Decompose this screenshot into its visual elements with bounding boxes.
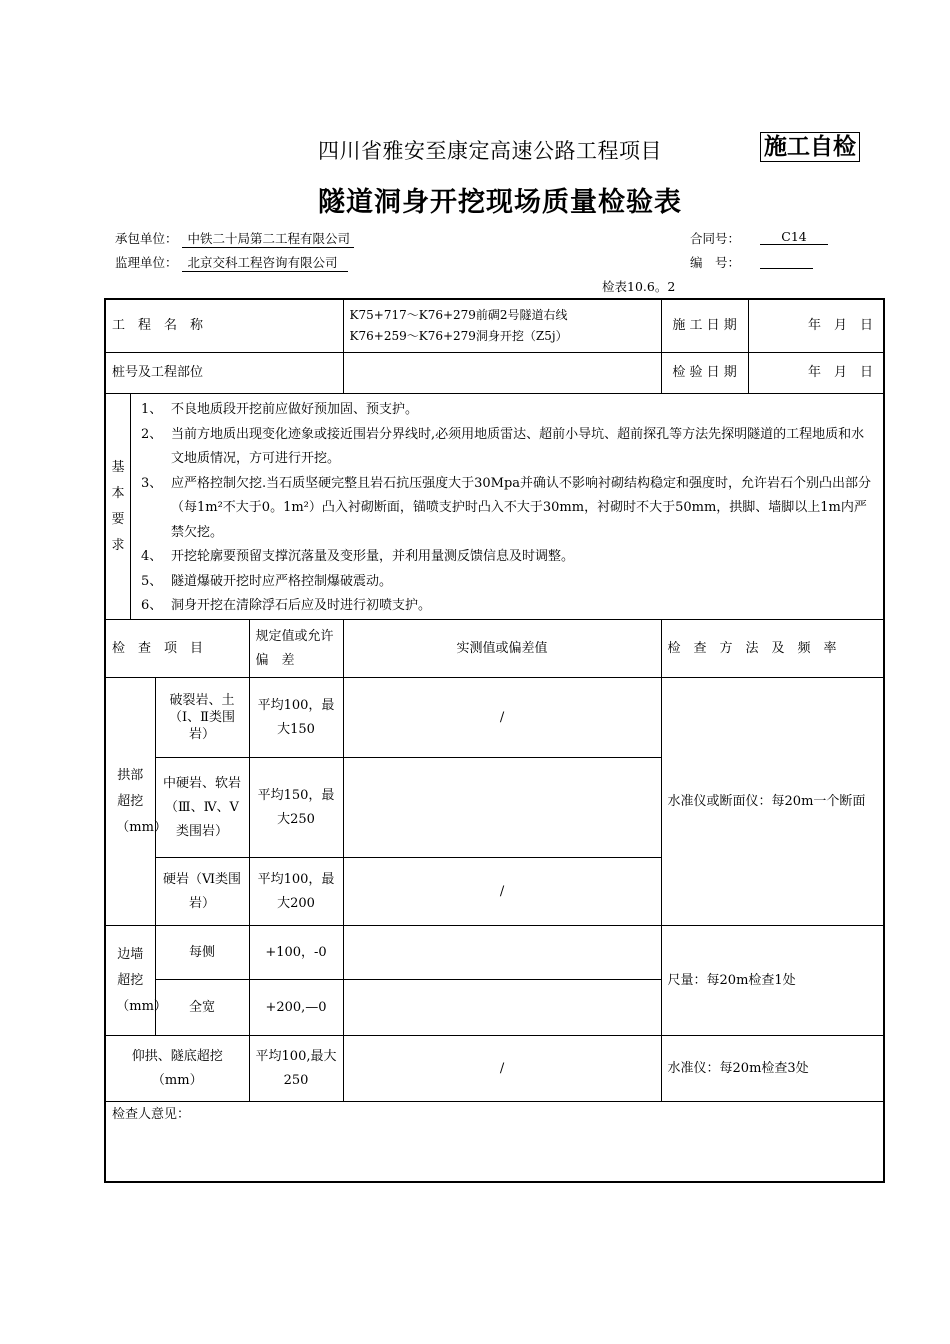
wall-measured-2[interactable]: [343, 980, 661, 1036]
construction-date-value[interactable]: 年 月 日: [808, 318, 874, 333]
arch-measured-1[interactable]: /: [343, 678, 661, 758]
col-measured-header: 实测值或偏差值: [343, 620, 661, 678]
requirement-text: 隧道爆破开挖时应严格控制爆破震动。: [171, 573, 393, 589]
arch-rock-2: 中硬岩、软岩（Ⅲ、Ⅳ、Ⅴ类围岩）: [155, 758, 249, 858]
arch-method: 水准仪或断面仪：每20m一个断面: [661, 678, 884, 926]
arch-spec-2: 平均150，最大250: [249, 758, 343, 858]
invert-spec: 平均100,最大250: [249, 1036, 343, 1102]
basic-requirements: [105, 394, 884, 620]
station-label: 桩号及工程部位: [105, 353, 343, 394]
requirement-text: 应严格控制欠挖.当石质坚硬完整且岩石抗压强度大于30Mpa并确认不影响衬砌结构稳定和强度时，允许岩石个别凸出部分（每1m²不大于0。1m²）凸入衬砌断面，锚喷支护时凸入不大于30mm，衬砌时不大于50mm，拱脚、墙脚以上1m内严禁欠挖。: [171, 475, 872, 540]
requirement-item: [137, 398, 877, 423]
project-name-cell: [343, 299, 661, 353]
supervisor-label: 监理单位：: [115, 255, 178, 270]
requirement-text: 开挖轮廓要预留支撑沉落量及变形量，并利用量测反馈信息及时调整。: [171, 549, 575, 564]
requirement-number: 3、: [141, 475, 163, 491]
inspection-table: [104, 298, 885, 1183]
inspector-opinion[interactable]: 检查人意见：: [105, 1102, 884, 1182]
form-code: 检表10.6。2: [602, 279, 676, 294]
requirement-item: [137, 594, 877, 619]
invert-label: 仰拱、隧底超挖（mm）: [105, 1036, 249, 1102]
requirement-number: 5、: [141, 573, 163, 589]
form-title: 隧道洞身开挖现场质量检验表: [318, 187, 682, 218]
invert-measured[interactable]: /: [343, 1036, 661, 1102]
supervisor-value: 北京交科工程咨询有限公司: [182, 253, 348, 272]
station-value[interactable]: [343, 353, 661, 394]
arch-measured-3[interactable]: /: [343, 858, 661, 926]
requirement-item: [137, 423, 877, 472]
requirement-text: 洞身开挖在清除浮石后应及时进行初喷支护。: [171, 598, 432, 613]
wall-spec-1: +100，-0: [249, 926, 343, 980]
requirement-item: [137, 472, 877, 546]
wall-spec-2: +200,—0: [249, 980, 343, 1036]
project-name-line2: K76+259～K76+279洞身开挖（Z5j）: [349, 329, 568, 343]
serial-value: [760, 253, 813, 269]
construction-date-cell: [661, 299, 884, 353]
inspection-date-label: 检 验 日 期: [662, 353, 749, 393]
inspection-date-cell: [661, 353, 884, 394]
project-name: 四川省雅安至康定高速公路工程项目: [318, 139, 662, 163]
col-item-header: 检 查 项 目: [105, 620, 249, 678]
requirement-number: 2、: [141, 426, 163, 442]
arch-rock-3: 硬岩（Ⅵ类围岩）: [155, 858, 249, 926]
arch-rock-1: 破裂岩、土（Ⅰ、Ⅱ类围岩）: [155, 678, 249, 758]
contract-no: C14: [760, 229, 828, 245]
requirements-label: 基本要求: [111, 459, 125, 553]
project-name-line1: K75+717～K76+279前碉2号隧道右线: [349, 308, 568, 322]
invert-method: 水准仪：每20m检查3处: [661, 1036, 884, 1102]
contractor-label: 承包单位：: [115, 231, 178, 246]
arch-spec-3: 平均100，最大200: [249, 858, 343, 926]
wall-method: 尺量：每20m检查1处: [661, 926, 884, 1036]
contractor-value: 中铁二十局第二工程有限公司: [182, 229, 355, 248]
requirement-text: 不良地质段开挖前应做好预加固、预支护。: [171, 402, 419, 417]
self-check-badge: 施工自检: [760, 132, 860, 162]
contract-no-label: 合同号：: [690, 231, 741, 246]
requirement-number: 6、: [141, 598, 163, 613]
wall-part-2: 全宽: [155, 980, 249, 1036]
requirement-item: [137, 545, 877, 570]
wall-part-1: 每侧: [155, 926, 249, 980]
requirement-number: 4、: [141, 549, 163, 564]
col-method-header: 检 查 方 法 及 频 率: [661, 620, 884, 678]
requirement-text: 当前方地质出现变化迹象或接近围岩分界线时,必须用地质雷达、超前小导坑、超前探孔等方法先探明隧道的工程地质和水文地质情况，方可进行开挖。: [171, 426, 865, 466]
serial-label: 编 号：: [690, 255, 741, 270]
contractor-row: [115, 229, 354, 248]
arch-measured-2[interactable]: [343, 758, 661, 858]
requirement-number: 1、: [141, 402, 163, 417]
requirements-list: [131, 394, 883, 619]
col-spec-header: 规定值或允许 偏 差: [249, 620, 343, 678]
supervisor-row: [115, 253, 348, 272]
wall-measured-1[interactable]: [343, 926, 661, 980]
arch-label: 拱部超挖（mm）: [105, 678, 155, 926]
construction-date-label: 施 工 日 期: [662, 300, 749, 352]
project-name-label: 工 程 名 称: [105, 299, 343, 353]
arch-spec-1: 平均100，最大150: [249, 678, 343, 758]
requirement-item: [137, 570, 877, 595]
wall-label: 边墙超挖（mm）: [105, 926, 155, 1036]
inspection-date-value[interactable]: 年 月 日: [808, 365, 874, 380]
